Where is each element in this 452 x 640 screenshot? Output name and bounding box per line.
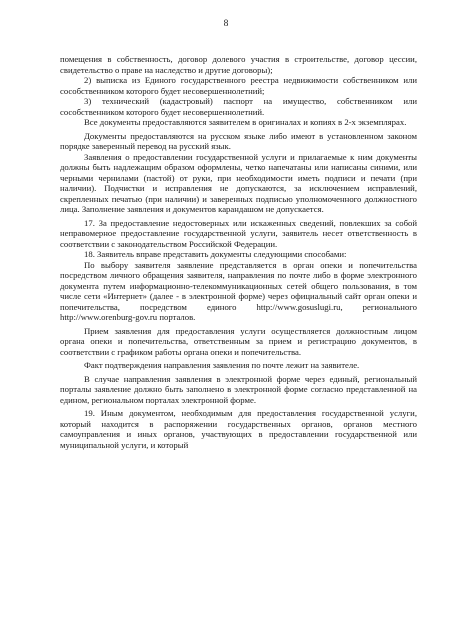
paragraph-item-3-passport: 3) технический (кадастровый) паспорт на имущество, собственником или сособственником которого будет несовершеннолетний. xyxy=(60,96,417,117)
paragraph-continuation: помещения в собственность, договор долевого участия в строительстве, договор цессии, свидетельство о праве на наследство и другие договоры); xyxy=(60,54,417,75)
document-body xyxy=(60,54,417,450)
paragraph-17-responsibility: 17. За предоставление недостоверных или искаженных сведений, повлекших за собой неправомерное предоставление государственной услуги, заявитель несет ответственность в соответствии с законодательством Российской Федерации. xyxy=(60,217,417,249)
page-number: 8 xyxy=(223,19,229,29)
paragraph-item-2-extract: 2) выписка из Единого государственного реестра недвижимости собственником или сособственником которого будет несовершеннолетний; xyxy=(60,75,417,96)
paragraph-submission-options: По выбору заявителя заявление представляется в орган опеки и попечительства посредством личного обращения заявителя, направления по почте либо в форме электронного документа путем информационно-телекоммуникационных сетей общего пользования, в том числе сети «Интернет» (далее - в электронной форме) через официальный сайт орган опеки и попечительства, посредством единого http://www.gosuslugi.ru, регионального http://www.orenburg-gov.ru порталов. xyxy=(60,259,417,322)
paragraph-19-other-documents: 19. Иным документом, необходимым для предоставления государственной услуги, который находится в распоряжении государственных органов, органов местного самоуправления и иных органов, участвующих в предоставлении государственной или муниципальной услуги, и который xyxy=(60,408,417,450)
paragraph-originals-copies: Все документы предоставляются заявителем в оригиналах и копиях в 2-х экземплярах. xyxy=(84,117,407,127)
paragraph-application-format: Заявления о предоставлении государственной услуги и прилагаемые к ним документы должны быть надлежащим образом оформлены, четко напечатаны или написаны синими, или черными чернилами (пастой) от руки, при необходимости иметь подписи и печати (при наличии). Подчистки и исправления не допускаются, за исключением исправлений, скрепленных печатью (при наличии) и заверенных подписью уполномоченного должностного лица. Заполнение заявления и документов карандашом не допускается. xyxy=(60,151,417,214)
paragraph-reception: Прием заявления для предоставления услуги осуществляется должностным лицом органа опеки и попечительства, ответственным за прием и регистрацию документов, в соответствии с графиком работы органа опеки и попечительства. xyxy=(60,325,417,357)
paragraph-electronic-form: В случае направления заявления в электронной форме через единый, региональный порталы заявление должно быть заполнено в электронной форме согласно представленной на едином, региональном порталах электронной форме. xyxy=(60,373,417,405)
paragraph-russian-language: Документы предоставляются на русском языке либо имеют в установленном законом порядке заверенный перевод на русский язык. xyxy=(60,130,417,151)
paragraph-mail-confirmation: Факт подтверждения направления заявления по почте лежит на заявителе. xyxy=(84,360,360,370)
paragraph-18-submission-methods: 18. Заявитель вправе представить документы следующими способами: xyxy=(84,249,347,259)
